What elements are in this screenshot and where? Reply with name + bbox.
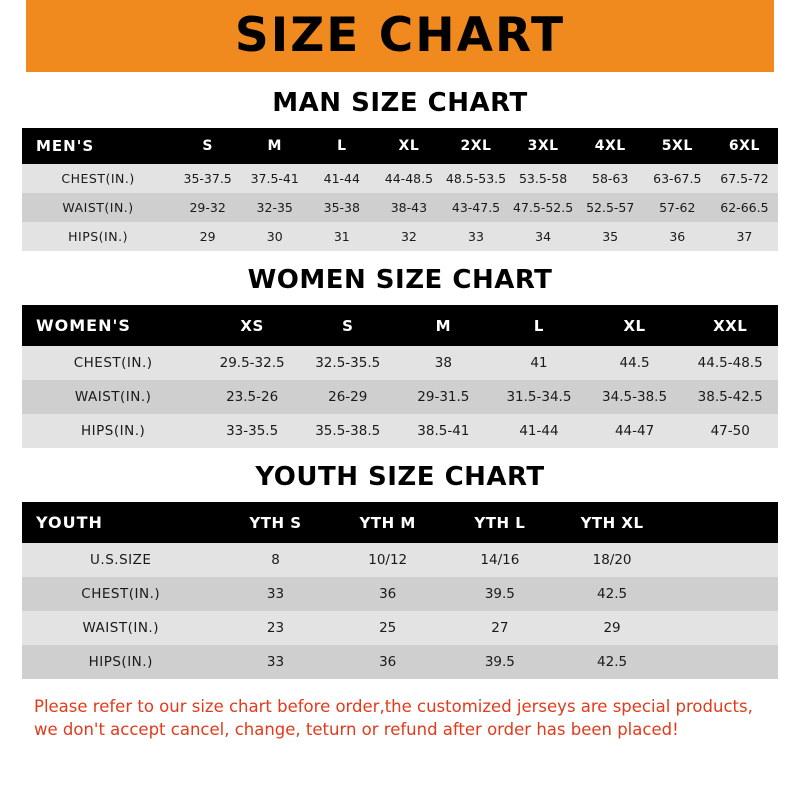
table-header-row [22,502,778,543]
women-header-cell-1: XS [204,305,300,346]
man-row-2-cell-1: 30 [241,222,308,251]
women-row-2-cell-3: 41-44 [491,414,587,448]
man-row-1-cell-3: 38-43 [375,193,442,222]
youth-size-table [22,502,778,679]
women-row-0-cell-5: 44.5-48.5 [682,346,778,380]
youth-row-0-cell-0: 8 [219,543,331,577]
women-header-cell-4: L [491,305,587,346]
women-row-2-cell-5: 47-50 [682,414,778,448]
man-table-head [22,128,778,164]
man-row-1-cell-8: 62-66.5 [711,193,778,222]
women-row-2-cell-2: 38.5-41 [396,414,492,448]
youth-row-2-cell-3: 29 [556,611,668,645]
man-row-2-cell-5: 34 [510,222,577,251]
man-row-0-cell-6: 58-63 [577,164,644,193]
women-row-1-cell-2: 29-31.5 [396,380,492,414]
youth-row-2-cell-2: 27 [444,611,556,645]
women-header-cell-2: S [300,305,396,346]
man-row-2-cell-3: 32 [375,222,442,251]
man-row-0-cell-5: 53.5-58 [510,164,577,193]
man-row-1-cell-6: 52.5-57 [577,193,644,222]
man-header-cell-5: 2XL [442,128,509,164]
man-header-cell-1: S [174,128,241,164]
table-header-row [22,128,778,164]
man-row-0-cell-4: 48.5-53.5 [442,164,509,193]
women-row-1-cell-0: 23.5-26 [204,380,300,414]
man-row-1-cell-2: 35-38 [308,193,375,222]
man-row-2-label: HIPS(IN.) [22,222,174,251]
women-row-2-cell-1: 35.5-38.5 [300,414,396,448]
youth-row-2-spacer [668,611,778,645]
women-row-1-cell-3: 31.5-34.5 [491,380,587,414]
banner-right-spacer [774,0,800,72]
women-row-0-cell-4: 44.5 [587,346,683,380]
man-header-cell-2: M [241,128,308,164]
youth-row-1-cell-3: 42.5 [556,577,668,611]
order-notice-line-2: we don't accept cancel, change, teturn or refund after order has been placed! [34,720,679,740]
order-notice [34,695,766,742]
youth-header-spacer [668,502,778,543]
youth-header-cell-0: YOUTH [22,502,219,543]
women-row-0-cell-0: 29.5-32.5 [204,346,300,380]
youth-row-1-cell-2: 39.5 [444,577,556,611]
man-row-1-label: WAIST(IN.) [22,193,174,222]
youth-row-0-cell-1: 10/12 [332,543,444,577]
man-table-body [22,164,778,251]
women-row-1-label: WAIST(IN.) [22,380,204,414]
women-section-title: WOMEN SIZE CHART [247,265,553,295]
youth-table-body [22,543,778,679]
youth-table-head [22,502,778,543]
man-row-0-cell-0: 35-37.5 [174,164,241,193]
women-row-0-cell-3: 41 [491,346,587,380]
banner-left-spacer [0,0,26,72]
women-header-cell-6: XXL [682,305,778,346]
page-banner [0,0,800,72]
women-size-table [22,305,778,448]
man-row-2-cell-6: 35 [577,222,644,251]
youth-row-3-label: HIPS(IN.) [22,645,219,679]
man-header-cell-7: 4XL [577,128,644,164]
table-row [22,346,778,380]
table-row [22,193,778,222]
women-row-2-label: HIPS(IN.) [22,414,204,448]
man-header-cell-3: L [308,128,375,164]
women-row-1-cell-1: 26-29 [300,380,396,414]
man-row-1-cell-5: 47.5-52.5 [510,193,577,222]
man-section-title: MAN SIZE CHART [272,88,528,118]
man-row-2-cell-0: 29 [174,222,241,251]
man-header-cell-4: XL [375,128,442,164]
youth-row-3-cell-0: 33 [219,645,331,679]
man-row-1-cell-4: 43-47.5 [442,193,509,222]
page-title: SIZE CHART [234,8,566,63]
man-row-0-cell-7: 63-67.5 [644,164,711,193]
youth-row-2-cell-1: 25 [332,611,444,645]
women-row-0-label: CHEST(IN.) [22,346,204,380]
youth-row-0-label: U.S.SIZE [22,543,219,577]
women-row-0-cell-2: 38 [396,346,492,380]
man-row-1-cell-7: 57-62 [644,193,711,222]
women-row-0-cell-1: 32.5-35.5 [300,346,396,380]
youth-row-3-cell-1: 36 [332,645,444,679]
man-row-1-cell-1: 32-35 [241,193,308,222]
youth-row-0-spacer [668,543,778,577]
youth-row-1-cell-0: 33 [219,577,331,611]
man-row-0-cell-2: 41-44 [308,164,375,193]
man-row-2-cell-4: 33 [442,222,509,251]
man-header-cell-8: 5XL [644,128,711,164]
youth-header-cell-2: YTH M [332,502,444,543]
women-row-1-cell-5: 38.5-42.5 [682,380,778,414]
banner-inner [0,0,800,72]
youth-row-2-cell-0: 23 [219,611,331,645]
youth-row-0-cell-2: 14/16 [444,543,556,577]
table-row [22,543,778,577]
table-row [22,414,778,448]
man-row-2-cell-7: 36 [644,222,711,251]
women-row-2-cell-4: 44-47 [587,414,683,448]
page-content [0,88,800,742]
women-table-body [22,346,778,448]
women-row-2-cell-0: 33-35.5 [204,414,300,448]
youth-row-3-cell-3: 42.5 [556,645,668,679]
man-header-cell-6: 3XL [510,128,577,164]
table-row [22,645,778,679]
man-header-cell-9: 6XL [711,128,778,164]
youth-header-cell-3: YTH L [444,502,556,543]
man-row-0-cell-1: 37.5-41 [241,164,308,193]
women-header-cell-0: WOMEN'S [22,305,204,346]
youth-row-3-spacer [668,645,778,679]
man-row-0-label: CHEST(IN.) [22,164,174,193]
table-header-row [22,305,778,346]
man-header-cell-0: MEN'S [22,128,174,164]
women-table-head [22,305,778,346]
order-notice-line-1: Please refer to our size chart before order,the customized jerseys are special products, [34,697,753,716]
table-row [22,577,778,611]
man-row-0-cell-8: 67.5-72 [711,164,778,193]
man-row-0-cell-3: 44-48.5 [375,164,442,193]
youth-header-cell-4: YTH XL [556,502,668,543]
table-row [22,164,778,193]
youth-section-title: YOUTH SIZE CHART [255,462,545,492]
youth-row-0-cell-3: 18/20 [556,543,668,577]
women-header-cell-3: M [396,305,492,346]
youth-row-1-cell-1: 36 [332,577,444,611]
youth-row-1-spacer [668,577,778,611]
man-row-1-cell-0: 29-32 [174,193,241,222]
youth-row-1-label: CHEST(IN.) [22,577,219,611]
table-row [22,380,778,414]
table-row [22,222,778,251]
man-row-2-cell-8: 37 [711,222,778,251]
man-size-table [22,128,778,251]
youth-row-2-label: WAIST(IN.) [22,611,219,645]
man-row-2-cell-2: 31 [308,222,375,251]
women-row-1-cell-4: 34.5-38.5 [587,380,683,414]
youth-header-cell-1: YTH S [219,502,331,543]
table-row [22,611,778,645]
youth-row-3-cell-2: 39.5 [444,645,556,679]
women-header-cell-5: XL [587,305,683,346]
